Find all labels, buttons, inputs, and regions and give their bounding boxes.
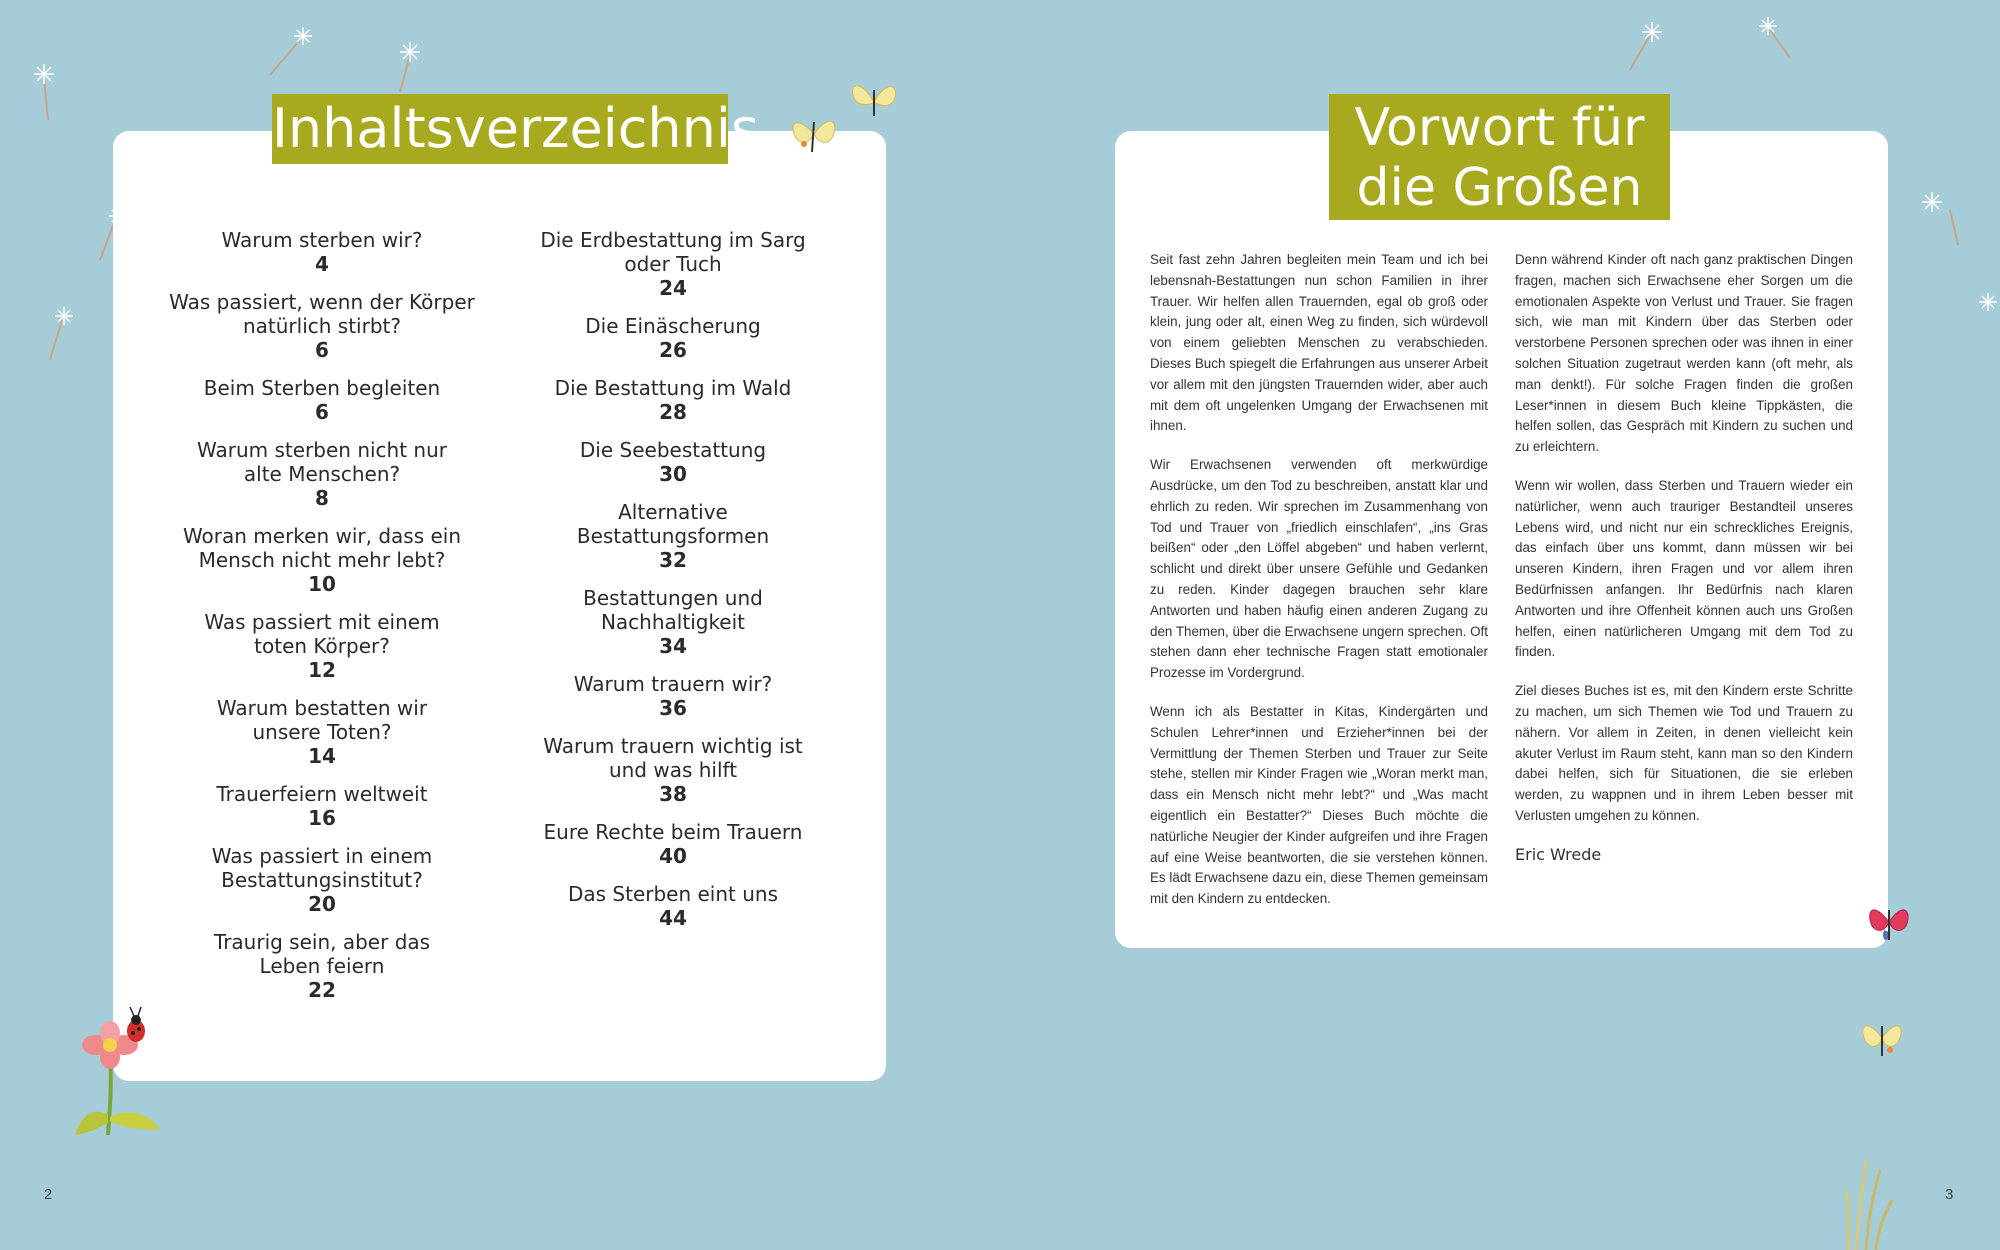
foreword-paragraph: Denn während Kinder oft nach ganz praktischen Dingen fragen, machen sich Erwachsene eher Sorgen um die emotionalen Aspekte von Verlust und Trauer. Sie fragen sich, wie man mit Kindern über das Sterben oder verstorbene Personen sprechen oder was ihnen in einer solchen Situation zugetraut werden kann (oft mehr, als man denkt!). Für solche Fragen finden die großen Leser*innen in diesem Buch kleine Tippkästen, die helfen sollen, das Gespräch mit Kindern zu suchen und zu erleichtern. [1515,252,1853,455]
toc-title: Inhaltsverzeichnis [272,94,728,164]
toc-entry-page: 10 [308,572,336,596]
toc-entry-title: Warum sterben nicht nur alte Menschen? [197,438,447,486]
toc-entry-page: 20 [308,892,336,916]
page-number-right: 3 [1945,1186,1954,1203]
toc-entry[interactable] [152,696,492,768]
toc-entry-page: 4 [315,252,329,276]
toc-entry-title: Die Seebestattung [579,438,767,462]
toc-entry-title: Was passiert mit einem toten Körper? [204,610,440,658]
toc-entry-page: 36 [659,696,687,720]
toc-entry[interactable] [503,672,843,720]
toc-entry[interactable] [152,524,492,596]
toc-entry[interactable] [152,844,492,916]
toc-entry-title: Trauerfeiern weltweit [216,782,428,806]
foreword-paragraph: Ziel dieses Buches ist es, mit den Kindern erste Schritte zu machen, um sich Themen wie Tod und Trauern zu nähern. Vor allem in Zeiten, in denen vielleicht kein akuter Verlust im Raum steht, kann man so den Kindern dabei helfen, sich für Situationen, die sie erleben werden, zu wappnen und in ihrem Leben besser mit Verlusten umgehen zu können. [1515,683,1853,823]
toc-entry-page: 32 [659,548,687,572]
page-number-left: 2 [44,1186,53,1203]
toc-entry-page: 38 [659,782,687,806]
toc-entry-page: 6 [315,338,329,362]
toc-entry-page: 16 [308,806,336,830]
toc-entry[interactable] [152,610,492,682]
toc-entry-title: Traurig sein, aber das Leben feiern [213,930,431,978]
toc-entry-title: Die Erdbestattung im Sarg oder Tuch [540,228,806,276]
toc-entry-title: Beim Sterben begleiten [203,376,441,400]
toc-entry-title: Alternative Bestattungsformen [576,500,770,548]
foreword-paragraph: Seit fast zehn Jahren begleiten mein Team und ich bei lebensnah-Bestattungen nun schon Familien in ihrer Trauer. Wir helfen allen Trauernden, egal ob groß oder klein, jung oder alt, einen Weg zu finden, sich würdevoll von einem geliebten Menschen zu verabschieden. Dieses Buch spiegelt die Erfahrungen aus unserer Arbeit vor allem mit den jüngsten Trauernden wider, aber auch mit dem oft ungelenken Umgang der Erwachsenen mit ihnen. [1150,252,1488,434]
toc-entry[interactable] [503,586,843,658]
foreword-paragraph: Wir Erwachsenen verwenden oft merkwürdige Ausdrücke, um den Tod zu beschreiben, anstatt klar und ehrlich zu reden. Wir sprechen im Zusammenhang von Tod und Trauer von „friedlich einschlafen“, „ins Gras beißen“ oder „den Löffel abgeben“ und haben verlernt, schlicht und direkt über unsere Gefühle und Gedanken zu reden. Kinder dagegen brauchen sehr klare Antworten und haben häufig einen anderen Zugang zu den Themen, über die Erwachsene ungern sprechen. Oft stehen dann eher technische Fragen statt emotionaler Prozesse im Vordergrund. [1150,457,1488,681]
toc-entry-title: Woran merken wir, dass ein Mensch nicht mehr lebt? [182,524,462,572]
butterfly-icon [846,76,902,124]
foreword-signature: Eric Wrede [1515,844,1602,864]
toc-entry[interactable] [152,930,492,1002]
toc-entry[interactable] [503,314,843,362]
butterfly-icon [786,104,842,160]
toc-entry-title: Warum trauern wichtig ist und was hilft [543,734,803,782]
toc-entry-title: Die Einäscherung [585,314,761,338]
butterfly-icon [1864,896,1914,946]
foreword-title [1329,94,1670,220]
toc-entry-title: Die Bestattung im Wald [554,376,792,400]
toc-entry[interactable] [503,882,843,930]
toc-entry-title: Eure Rechte beim Trauern [543,820,803,844]
toc-entry[interactable] [503,500,843,572]
toc-entry-page: 22 [308,978,336,1002]
toc-entry-page: 12 [308,658,336,682]
toc-entry-title: Warum bestatten wir unsere Toten? [216,696,428,744]
toc-column-left [152,228,492,1016]
butterfly-icon [1856,1010,1908,1062]
toc-entry[interactable] [152,376,492,424]
toc-entry-title: Was passiert in einem Bestattungsinstitut? [211,844,433,892]
foreword-column-left [1150,250,1488,928]
toc-entry[interactable] [503,438,843,486]
toc-entry-page: 24 [659,276,687,300]
toc-entry-page: 28 [659,400,687,424]
toc-column-right [503,228,843,944]
toc-entry-title: Was passiert, wenn der Körper natürlich stirbt? [169,290,475,338]
toc-entry-page: 30 [659,462,687,486]
toc-entry-title: Bestattungen und Nachhaltigkeit [583,586,763,634]
toc-entry-page: 26 [659,338,687,362]
toc-entry-page: 14 [308,744,336,768]
toc-entry[interactable] [503,228,843,300]
foreword-title-line2: die Großen [1356,158,1643,218]
foreword-paragraph: Wenn wir wollen, dass Sterben und Trauern wieder ein natürlicher, wenn auch trauriger Bestandteil unseres Lebens wird, und nicht nur ein schreckliches Ereignis, das einfach über uns kommt, dann müssen wir bei unseren Kindern, ihren Fragen und vor allem ihren Bedürfnissen anfangen. Ihr Bedürfnis nach klaren Antworten und ihre Offenheit können auch uns Großen helfen, einen natürlicheren Umgang mit dem Tod zu finden. [1515,477,1853,660]
toc-entry-page: 8 [315,486,329,510]
toc-entry[interactable] [152,782,492,830]
toc-entry[interactable] [503,820,843,868]
toc-entry-page: 34 [659,634,687,658]
foreword-column-right [1515,250,1853,866]
toc-entry-title: Das Sterben eint uns [567,882,779,906]
toc-entry[interactable] [503,376,843,424]
foreword-title-line1: Vorwort für [1354,98,1645,158]
toc-entry-page: 6 [315,400,329,424]
foreword-paragraph: Wenn ich als Bestatter in Kitas, Kindergärten und Schulen Lehrer*innen und Erzieher*innen bei der Vermittlung der Themen Sterben und Trauer zur Seite stehe, stellen mir Kinder Fragen wie „Woran merkt man, dass ein Mensch nicht mehr lebt?“ und „Was macht eigentlich ein Bestatter?“ Dieses Buch möchte die natürliche Neugier der Kinder aufgreifen und ihre Fragen auf eine Weise beantworten, die sie verstehen können. Es lädt Erwachsene dazu ein, diese Themen gemeinsam mit den Kindern zu entdecken. [1150,703,1488,907]
toc-entry-title: Warum trauern wir? [573,672,773,696]
flower-ladybug-decoration [70,995,170,1145]
toc-entry[interactable] [152,228,492,276]
grass-decoration [1836,1150,1896,1250]
toc-entry[interactable] [503,734,843,806]
toc-entry-page: 40 [659,844,687,868]
toc-entry[interactable] [152,438,492,510]
toc-entry-page: 44 [659,906,687,930]
toc-entry[interactable] [152,290,492,362]
toc-entry-title: Warum sterben wir? [221,228,423,252]
